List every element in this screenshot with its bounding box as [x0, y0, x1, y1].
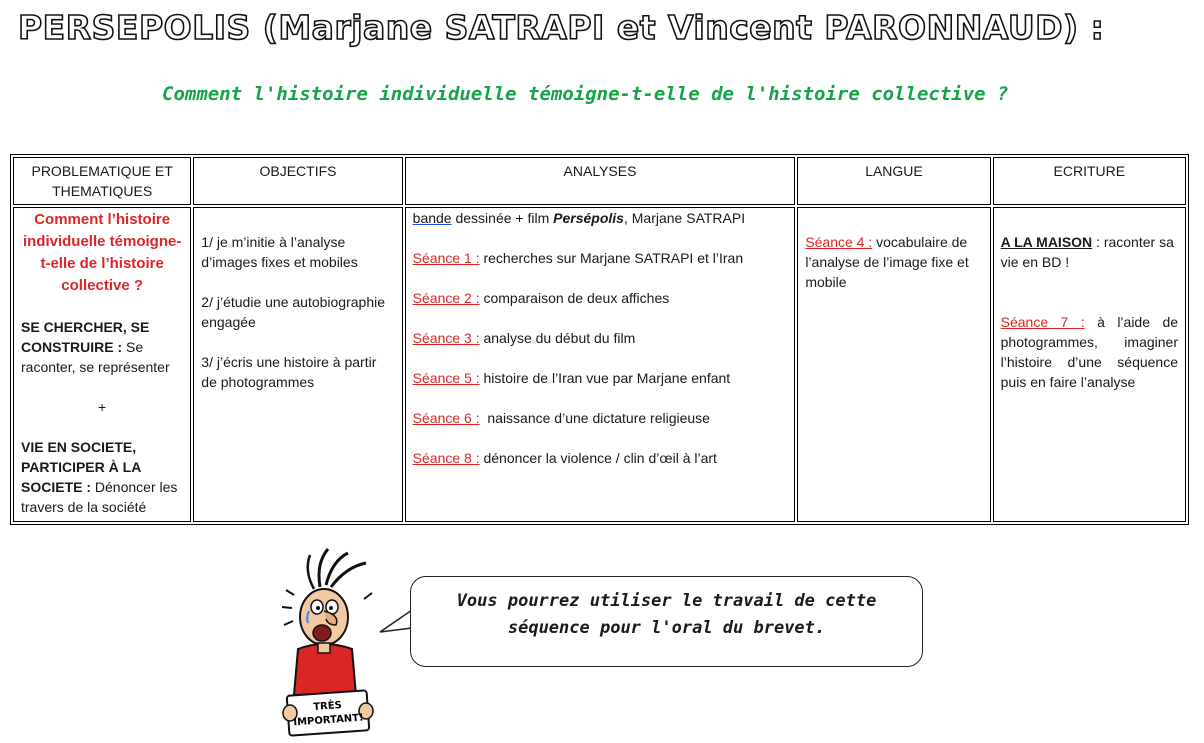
maison-text: : raconter sa vie en BD !: [1000, 234, 1174, 270]
table-header-row: [13, 157, 1186, 205]
cell-ecriture: [993, 207, 1186, 522]
seance-text: histoire de l’Iran vue par Marjane enfant: [479, 370, 731, 386]
header-ecriture: ECRITURE: [993, 157, 1186, 205]
seance-label: Séance 6 :: [412, 410, 480, 426]
ecriture-seance: [1001, 312, 1178, 392]
maison-label: A LA MAISON: [1000, 234, 1093, 250]
langue-label: Séance 4 :: [805, 234, 873, 250]
seance-item: [413, 408, 788, 428]
cell-problematique: [13, 207, 191, 522]
header-langue: LANGUE: [797, 157, 990, 205]
cell-objectifs: [193, 207, 402, 522]
intro-bande: bande: [412, 210, 452, 226]
theme-1-title: SE CHERCHER, SE CONSTRUIRE :: [21, 319, 150, 355]
bubble-line-2: séquence pour l'oral du brevet.: [507, 618, 826, 638]
seance-item: [413, 288, 788, 308]
ecriture-seance-text: à l’aide de photogrammes, imaginer l’histoire d’une séquence puis en faire l’analyse: [1000, 314, 1179, 390]
objectif-3: 3/ j’écris une histoire à partir de photogrammes: [201, 354, 377, 390]
ecriture-maison: [1001, 232, 1178, 272]
theme-plus: +: [98, 399, 107, 415]
objectif-1: 1/ je m’initie à l’analyse d’images fixes et mobiles: [201, 234, 358, 270]
seance-text: analyse du début du film: [479, 330, 636, 346]
bubble-line-1: Vous pourrez utiliser le travail de cette: [456, 591, 877, 611]
theme-2-text: Dénoncer les travers de la société: [21, 479, 178, 515]
seance-label: Séance 1 :: [412, 250, 480, 266]
header-objectifs: OBJECTIFS: [193, 157, 402, 205]
analyses-intro: [413, 208, 788, 228]
langue-item: [805, 232, 982, 292]
seance-label: Séance 5 :: [412, 370, 480, 386]
header-problematique: PROBLEMATIQUE ET THEMATIQUES: [13, 157, 191, 205]
page-title: PERSEPOLIS (Marjane SATRAPI et Vincent PARONNAUD) :: [18, 8, 1105, 47]
intro-text: dessinée + film: [451, 210, 554, 226]
page-subtitle: Comment l'histoire individuelle témoigne-t-elle de l'histoire collective ?: [162, 83, 1009, 105]
intro-author: , Marjane SATRAPI: [623, 210, 746, 226]
sign-line-1: TRÈS: [312, 700, 343, 713]
alarmed-man-illustration: [276, 545, 386, 741]
seance-label: Séance 3 :: [412, 330, 480, 346]
seance-text: dénoncer la violence / clin d’œil à l’art: [479, 450, 717, 466]
seance-label: Séance 8 :: [412, 450, 480, 466]
theme-1: [21, 317, 183, 377]
seance-text: comparaison de deux affiches: [479, 290, 670, 306]
theme-1-text: Se raconter, se représenter: [21, 339, 170, 375]
langue-text: vocabulaire de l’analyse de l’image fixe et mobile: [805, 234, 969, 290]
cell-langue: [797, 207, 990, 522]
seance-text: recherches sur Marjane SATRAPI et l’Iran: [479, 250, 744, 266]
cell-analyses: [405, 207, 796, 522]
objectif-2: 2/ j’étudie une autobiographie engagée: [201, 294, 385, 330]
theme-2: [21, 437, 183, 517]
sequence-table: [10, 154, 1189, 525]
seance-item: [413, 328, 788, 348]
seance-item: [413, 248, 788, 268]
intro-title: Persépolis: [553, 210, 624, 226]
speech-bubble-tail: [378, 606, 414, 636]
ecriture-seance-label: Séance 7 :: [1000, 314, 1085, 330]
sign-line-2: IMPORTANT!: [293, 712, 364, 729]
table-row: [13, 207, 1186, 522]
seance-text: naissance d’une dictature religieuse: [479, 410, 710, 426]
seance-item: [413, 448, 788, 468]
header-analyses: ANALYSES: [405, 157, 796, 205]
problematique-question: Comment l’histoire individuelle témoigne-t-elle de l’histoire collective ?: [22, 211, 182, 294]
theme-2-title: VIE EN SOCIETE, PARTICIPER À LA SOCIETE :: [21, 439, 141, 495]
seance-item: [413, 368, 788, 388]
seance-label: Séance 2 :: [412, 290, 480, 306]
speech-bubble: [410, 576, 923, 667]
